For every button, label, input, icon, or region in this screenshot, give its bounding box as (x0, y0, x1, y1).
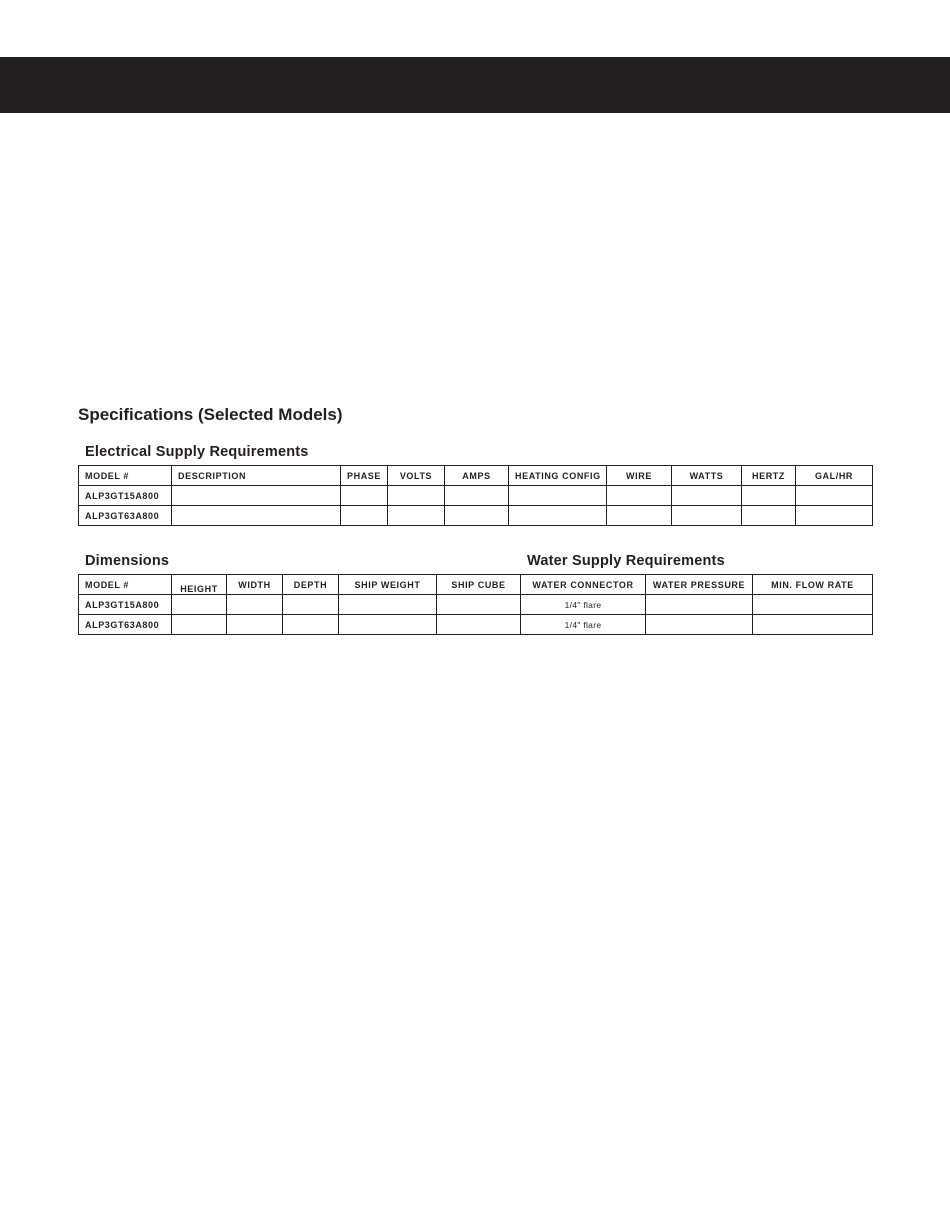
header-cell: VOLTS (388, 466, 445, 486)
table-cell (339, 595, 437, 615)
table-cell (742, 486, 796, 506)
table-cell (607, 506, 672, 526)
electrical-section-title: Electrical Supply Requirements (85, 444, 309, 460)
table-row (79, 595, 873, 615)
table-cell (796, 506, 873, 526)
table-cell (172, 595, 227, 615)
header-cell: SHIP CUBE (437, 575, 521, 595)
table-cell (445, 486, 509, 506)
table-cell (509, 486, 607, 506)
table-cell (388, 486, 445, 506)
table-cell (283, 595, 339, 615)
table-cell (445, 506, 509, 526)
table-cell (742, 506, 796, 526)
header-cell: HERTZ (742, 466, 796, 486)
model-cell: ALP3GT15A800 (79, 595, 172, 615)
electrical-header-row (79, 466, 873, 486)
header-cell: MIN. FLOW RATE (753, 575, 873, 595)
table-row (79, 486, 873, 506)
header-cell: WIDTH (227, 575, 283, 595)
table-cell (672, 486, 742, 506)
model-cell: ALP3GT15A800 (79, 486, 172, 506)
header-cell: WATER PRESSURE (646, 575, 753, 595)
table-cell (646, 595, 753, 615)
model-cell: ALP3GT63A800 (79, 506, 172, 526)
table-cell (341, 506, 388, 526)
header-cell: SHIP WEIGHT (339, 575, 437, 595)
table-cell (341, 486, 388, 506)
table-cell (509, 506, 607, 526)
page-title: Specifications (Selected Models) (78, 405, 343, 424)
table-cell (339, 615, 437, 635)
table-cell (172, 506, 341, 526)
header-band (0, 57, 950, 113)
table-cell (437, 615, 521, 635)
table-cell (646, 615, 753, 635)
table-cell (672, 506, 742, 526)
table-row (79, 506, 873, 526)
water-supply-section-title: Water Supply Requirements (527, 553, 725, 569)
header-cell: GAL/HR (796, 466, 873, 486)
table-cell (172, 615, 227, 635)
table-cell (753, 615, 873, 635)
dimensions-header-row (79, 575, 873, 595)
model-cell: ALP3GT63A800 (79, 615, 172, 635)
table-cell (437, 595, 521, 615)
header-cell: DEPTH (283, 575, 339, 595)
header-cell: HEIGHT (172, 575, 227, 595)
header-cell: MODEL # (79, 575, 172, 595)
dimensions-table (78, 574, 873, 635)
header-cell: DESCRIPTION (172, 466, 341, 486)
header-cell: HEATING CONFIG (509, 466, 607, 486)
table-cell (227, 595, 283, 615)
table-cell (283, 615, 339, 635)
table-cell (607, 486, 672, 506)
table-cell (172, 486, 341, 506)
header-cell: AMPS (445, 466, 509, 486)
table-cell (753, 595, 873, 615)
dimensions-section-title: Dimensions (85, 553, 170, 569)
header-cell: MODEL # (79, 466, 172, 486)
table-cell (227, 615, 283, 635)
header-cell: WATTS (672, 466, 742, 486)
table-cell (388, 506, 445, 526)
water-connector-cell: 1/4" flare (521, 615, 646, 635)
table-cell (796, 486, 873, 506)
water-connector-cell: 1/4" flare (521, 595, 646, 615)
header-cell: WATER CONNECTOR (521, 575, 646, 595)
header-cell: WIRE (607, 466, 672, 486)
header-cell: PHASE (341, 466, 388, 486)
electrical-table (78, 465, 873, 526)
table-row (79, 615, 873, 635)
